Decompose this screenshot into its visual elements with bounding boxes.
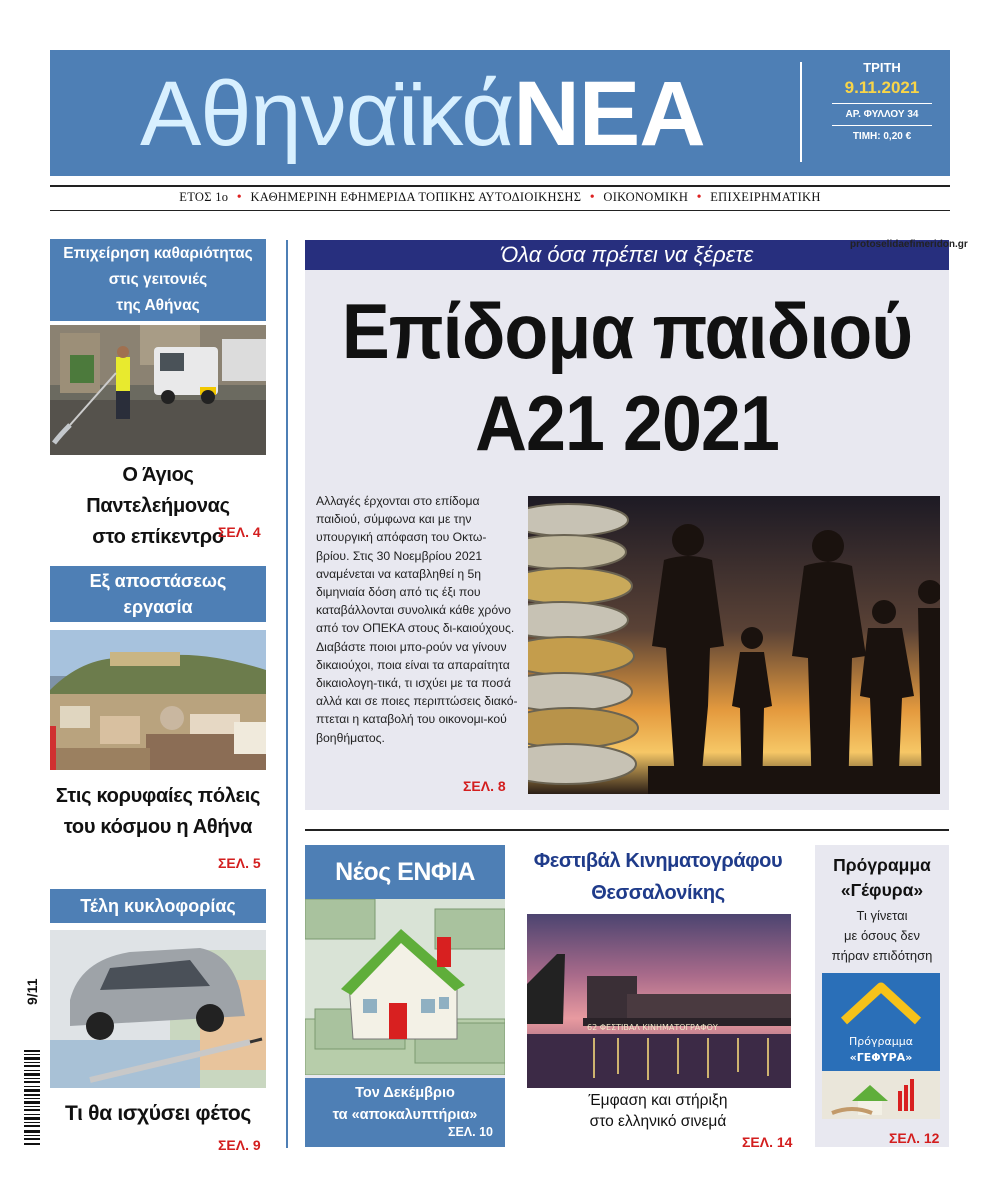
road-tax-label[interactable] [50, 889, 266, 923]
gefyra-graphic-line2: «ΓΕΦΥΡΑ» [849, 1051, 913, 1064]
issue-price: ΤΙΜΗ: 0,20 € [852, 131, 912, 142]
remote-label-line1: Εξ αποστάσεως [89, 571, 227, 591]
issue-number: ΑΡ. ΦΥΛΛΟΥ 34 [845, 109, 919, 120]
main-story-kicker[interactable]: Όλα όσα πρέπει να ξέρετε [305, 240, 949, 270]
cleaning-label-line2: στις γειτονιές [108, 271, 208, 288]
subtitle-economic: ΟΙΚΟΝΟΜΙΚΗ [603, 190, 689, 204]
enfia-headline[interactable]: Νέος ΕΝΦΙΑ [305, 845, 505, 899]
cleaning-label-line3: της Αθήνας [116, 297, 200, 314]
gefyra-subtitle [815, 906, 949, 966]
road-tax-page-ref[interactable]: ΣΕΛ. 9 [218, 1137, 261, 1153]
issue-info [832, 60, 932, 144]
main-story-body [316, 492, 518, 747]
remote-work-label[interactable] [50, 566, 266, 622]
family-coins-photo[interactable] [528, 496, 940, 794]
subtitle-business: ΕΠΙΧΕΙΡΗΜΑΤΙΚΗ [710, 190, 821, 204]
bullet-icon: • [236, 190, 242, 205]
remote-work-headline[interactable] [50, 781, 266, 843]
logo-bold-text: ΝΕΑ [513, 63, 705, 165]
festival-caption-line2: στο ελληνικό σινεμά [589, 1113, 727, 1130]
gefyra-program-graphic[interactable] [822, 973, 940, 1119]
house-money-photo[interactable] [305, 899, 505, 1075]
gefyra-page-ref[interactable]: ΣΕΛ. 12 [889, 1130, 940, 1146]
newspaper-logo[interactable] [140, 64, 705, 164]
road-tax-headline[interactable]: Τι θα ισχύσει φέτος [64, 1102, 252, 1125]
bullet-icon: • [696, 190, 702, 205]
subtitle-rule-top [50, 185, 950, 187]
logo-light-text: Αθηναϊκά [140, 63, 514, 165]
bullet-icon: • [589, 190, 595, 205]
masthead [50, 50, 950, 176]
issue-date: 9.11.2021 [844, 78, 920, 97]
festival-page-ref[interactable]: ΣΕΛ. 14 [742, 1134, 793, 1150]
street-cleaning-photo[interactable] [50, 325, 266, 455]
main-story-text: Αλλαγές έρχονται στο επίδομα παιδιού, σύμφωνα και με την υπουργική απόφαση του Οκτω-βρίου. Στις 30 Νοεμβρίου 2021 αναμένεται να καταβληθεί η 5η διμηνιαία δόση από τις έξι που καταβάλλονται συνολικά κάθε χρόνο από τον ΟΠΕΚΑ στους δι-καιούχους. Διαβάστε ποιοι μπο-ρούν να γίνουν δικαιούχοι, ποια είναι τα απαραίτητα δικαιολογη-τικά, τι ισχύει με τα ποσά αλλά και σε ποιες περιπτώσεις διακό-πτεται η καταβολή του οικονομι-κού βοηθήματος. [316, 494, 518, 745]
gefyra-sub-line1: Τι γίνεται [856, 908, 908, 923]
subtitle-description: ΚΑΘΗΜΕΡΙΝΗ ΕΦΗΜΕΡΙΔΑ ΤΟΠΙΚΗΣ ΑΥΤΟΔΙΟΙΚΗΣΗΣ [250, 190, 582, 204]
spine-date: 9/11 [24, 978, 40, 1005]
barcode [22, 1048, 42, 1148]
festival-headline[interactable] [516, 845, 800, 909]
festival-sign-text: 62 ΦΕΣΤΙΒΑΛ ΚΙΝΗΜΑΤΟΓΡΑΦΟΥ [587, 1023, 718, 1032]
cleaning-label-line1: Επιχείρηση καθαριότητας [63, 245, 253, 262]
gefyra-title-line2: «Γέφυρα» [840, 880, 924, 900]
issue-info-rule [832, 125, 932, 126]
enfia-page-ref[interactable]: ΣΕΛ. 10 [447, 1125, 493, 1139]
festival-headline-line2: Θεσσαλονίκης [591, 882, 725, 904]
remote-headline-line1: Στις κορυφαίες πόλεις [55, 785, 261, 807]
subtitle-year: ΕΤΟΣ 1ο [179, 190, 229, 204]
remote-work-page-ref[interactable]: ΣΕΛ. 5 [218, 855, 261, 871]
remote-label-line2: εργασία [123, 597, 193, 617]
main-story-page-ref[interactable]: ΣΕΛ. 8 [463, 778, 506, 794]
main-headline-line1: Επίδομα παιδιού [341, 287, 913, 375]
masthead-subtitle [50, 190, 950, 206]
gefyra-sub-line2: με όσους δεν [844, 928, 920, 943]
cleaning-story-label[interactable] [50, 239, 266, 321]
main-headline-line2: Α21 2021 [475, 379, 779, 467]
issue-day: ΤΡΙΤΗ [863, 60, 901, 75]
festival-caption-line1: Έμφαση και στήριξη [588, 1092, 728, 1109]
masthead-divider [800, 62, 802, 162]
gefyra-title-line1: Πρόγραμμα [833, 855, 931, 875]
source-site-tag[interactable]: protoselidaefimeridon.gr [850, 239, 968, 250]
remote-headline-line2: του κόσμου η Αθήνα [63, 816, 253, 838]
column-divider [286, 240, 288, 1148]
athens-city-photo[interactable] [50, 630, 266, 770]
subtitle-rule-bottom [50, 210, 950, 211]
festival-harbor-photo[interactable] [527, 914, 791, 1088]
gefyra-graphic-line1: Πρόγραμμα [849, 1035, 913, 1048]
issue-info-rule [832, 103, 932, 104]
gefyra-title[interactable] [815, 853, 949, 903]
section-divider [305, 829, 949, 831]
festival-caption[interactable] [516, 1090, 800, 1132]
enfia-caption-line1: Τον Δεκέμβριο [355, 1085, 455, 1101]
enfia-caption-line2: τα «αποκαλυπτήρια» [332, 1107, 478, 1123]
gefyra-sub-line3: πήραν επιδότηση [831, 948, 933, 963]
cleaning-headline-line2: στο επίκεντρο [92, 526, 224, 548]
cleaning-headline-line1: Ο Άγιος Παντελεήμονας [86, 464, 230, 517]
main-headline[interactable] [331, 285, 923, 469]
road-tax-label-text: Τέλη κυκλοφορίας [80, 895, 236, 916]
car-money-photo[interactable] [50, 930, 266, 1088]
enfia-caption[interactable] [305, 1078, 505, 1147]
cleaning-page-ref[interactable]: ΣΕΛ. 4 [218, 524, 261, 540]
festival-headline-line1: Φεστιβάλ Κινηματογράφου [533, 850, 783, 872]
